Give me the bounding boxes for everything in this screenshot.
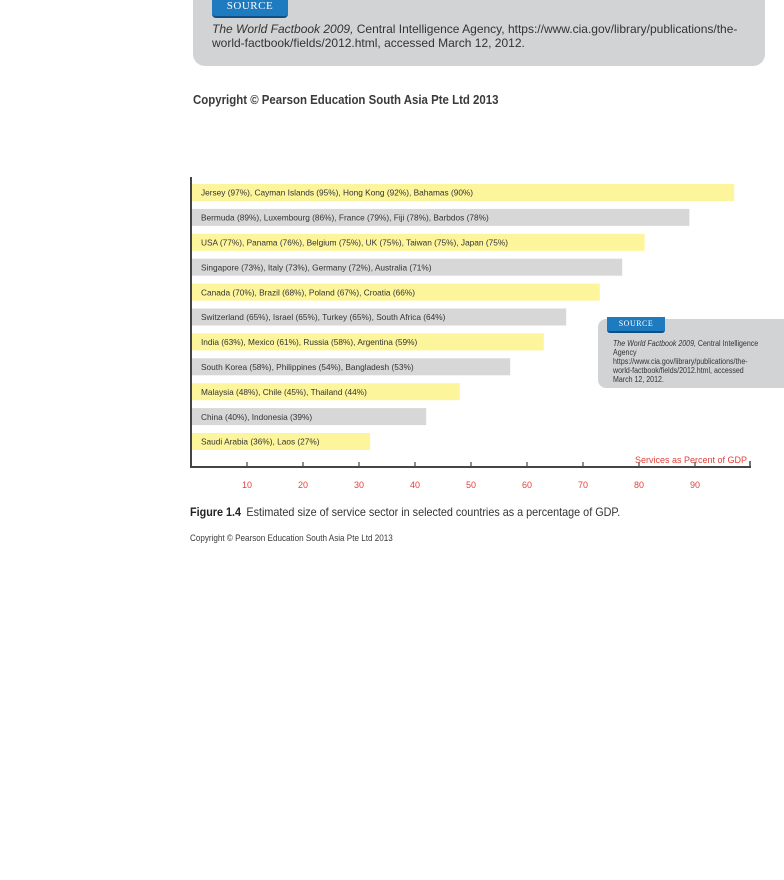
bar-label-2: USA (77%), Panama (76%), Belgium (75%), UK (75%), Taiwan (75%), Japan (75%) bbox=[201, 237, 508, 248]
x-tick-label-70: 70 bbox=[577, 480, 589, 490]
x-tick-label-30: 30 bbox=[353, 480, 365, 490]
bar-label-1: Bermuda (89%), Luxembourg (86%), France (79%), Fiji (78%), Barbdos (78%) bbox=[201, 212, 489, 223]
x-axis-label: Services as Percent of GDP bbox=[634, 455, 747, 465]
bar-label-6: India (63%), Mexico (61%), Russia (58%), Argentina (59%) bbox=[201, 337, 418, 348]
side-source-box bbox=[598, 319, 784, 388]
bar-label-0: Jersey (97%), Cayman Islands (95%), Hong Kong (92%), Bahamas (90%) bbox=[201, 187, 474, 198]
figure-caption-text: Estimated size of service sector in selected countries as a percentage of GDP. bbox=[246, 505, 621, 519]
figure-caption bbox=[190, 505, 620, 519]
top-source-tab: SOURCE bbox=[212, 0, 288, 18]
bar-label-3: Singapore (73%), Italy (73%), Germany (72%), Australia (71%) bbox=[201, 262, 432, 273]
side-source-text bbox=[613, 339, 763, 384]
x-tick-label-80: 80 bbox=[633, 480, 645, 490]
x-tick-label-60: 60 bbox=[521, 480, 533, 490]
side-source-title: The World Factbook 2009, bbox=[613, 339, 696, 348]
x-tick-label-50: 50 bbox=[465, 480, 477, 490]
x-tick-label-40: 40 bbox=[409, 480, 421, 490]
copyright-bottom: Copyright © Pearson Education South Asia Pte Ltd 2013 bbox=[190, 533, 393, 543]
bar-label-4: Canada (70%), Brazil (68%), Poland (67%), Croatia (66%) bbox=[201, 287, 415, 298]
copyright-top: Copyright © Pearson Education South Asia Pte Ltd 2013 bbox=[193, 92, 499, 107]
top-source-title: The World Factbook 2009, bbox=[212, 22, 354, 36]
bar-label-5: Switzerland (65%), Israel (65%), Turkey (65%), South Africa (64%) bbox=[201, 312, 446, 323]
x-tick-label-90: 90 bbox=[689, 480, 701, 490]
figure-label: Figure 1.4 bbox=[190, 505, 242, 519]
bar-label-8: Malaysia (48%), Chile (45%), Thailand (44%) bbox=[201, 386, 367, 397]
x-tick-label-10: 10 bbox=[241, 480, 253, 490]
x-tick-label-20: 20 bbox=[297, 480, 309, 490]
side-source-body: Central Intelligence Agency https://www.cia.gov/library/publications/the-world-factbook/fields/2012.html, accessed March 12, 2012. bbox=[613, 339, 759, 384]
top-source-body: Central Intelligence Agency, https://www.cia.gov/library/publications/the-world-factbook/fields/2012.html, accessed March 12, 2012. bbox=[212, 22, 738, 50]
bar-label-9: China (40%), Indonesia (39%) bbox=[201, 411, 313, 422]
side-source-tab: SOURCE bbox=[607, 317, 665, 333]
bar-label-7: South Korea (58%), Philippines (54%), Bangladesh (53%) bbox=[201, 362, 414, 372]
bar-label-10: Saudi Arabia (36%), Laos (27%) bbox=[201, 436, 320, 447]
